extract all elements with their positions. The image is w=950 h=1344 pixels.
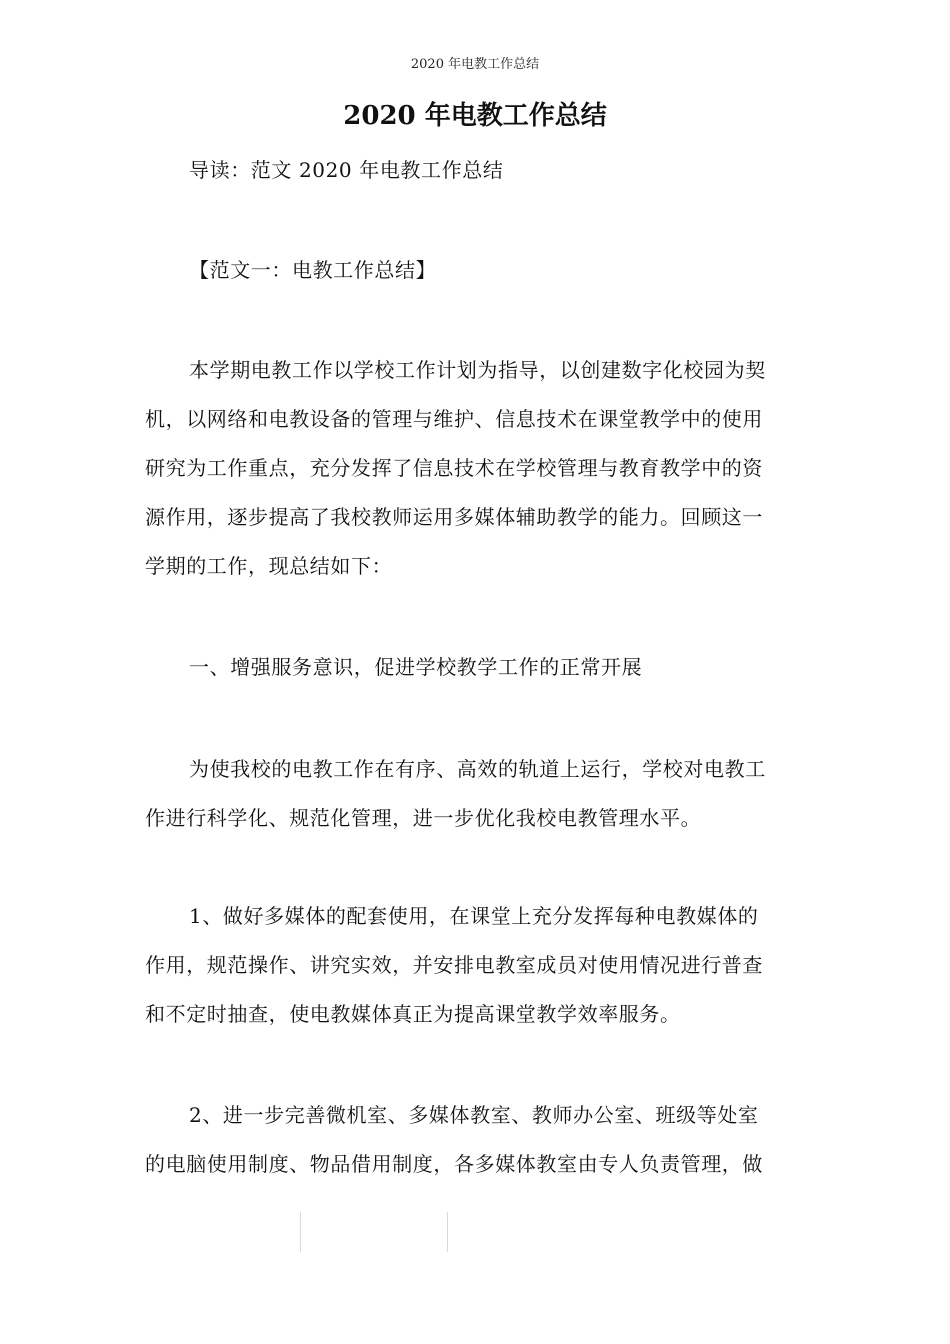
subheading-text: 一、增强服务意识，促进学校教学工作的正常开展 [189,655,643,679]
paragraph-line: 机，以网络和电教设备的管理与维护、信息技术在课堂教学中的使用 [145,407,763,431]
paragraph-line: 研究为工作重点，充分发挥了信息技术在学校管理与教育教学中的资 [145,456,763,480]
subheading [145,643,817,692]
paragraph [145,745,817,843]
paragraph-line: 作进行科学化、规范化管理，进一步优化我校电教管理水平。 [145,806,702,830]
footer-mark-right [447,1212,448,1252]
paragraph-line: 的电脑使用制度、物品借用制度，各多媒体教室由专人负责管理，做 [145,1152,763,1176]
paragraph-line: 学期的工作，现总结如下： [145,554,393,578]
section-heading [145,246,817,295]
paragraph [145,892,817,1039]
paragraph-line: 1、做好多媒体的配套使用，在课堂上充分发挥每种电教媒体的 [189,904,759,928]
paragraph-line: 和不定时抽查，使电教媒体真正为提高课堂教学效率服务。 [145,1002,681,1026]
lead-text: 导读：范文 2020 年电教工作总结 [189,158,504,182]
paragraph-line: 源作用，逐步提高了我校教师运用多媒体辅助教学的能力。回顾这一 [145,505,763,529]
paragraph-line: 2、进一步完善微机室、多媒体教室、教师办公室、班级等处室 [189,1103,759,1127]
paragraph [145,1091,817,1189]
paragraph-line: 作用，规范操作、讲究实效，并安排电教室成员对使用情况进行普查 [145,953,763,977]
running-header: 2020 年电教工作总结 [410,57,540,72]
paragraph-line: 为使我校的电教工作在有序、高效的轨道上运行，学校对电教工 [189,757,766,781]
footer-mark-left [300,1212,301,1252]
section-heading-text: 【范文一：电教工作总结】 [189,258,437,282]
footer-divider-marks [300,1212,448,1252]
lead-line [145,146,817,195]
paragraph-line: 本学期电教工作以学校工作计划为指导，以创建数字化校园为契 [189,358,766,382]
paragraph [145,346,817,591]
document-title: 2020 年电教工作总结 [343,101,607,131]
